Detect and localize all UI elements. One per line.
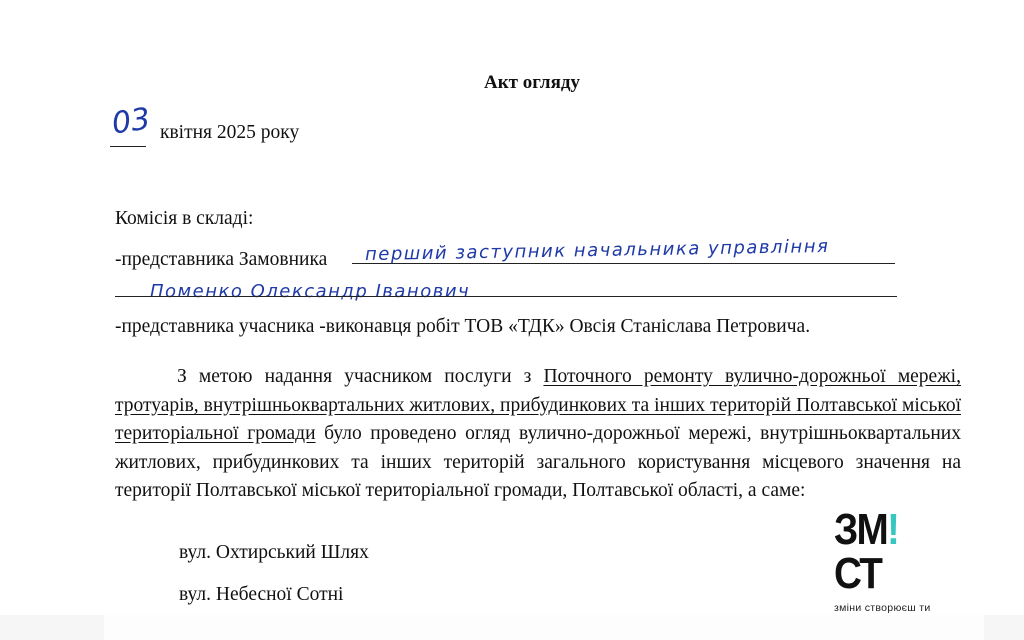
document-title: Акт огляду — [484, 72, 580, 93]
page-edge — [0, 615, 1024, 640]
service-name: Поточного ремонту вулично-дорожньої мережі, тротуарів, внутрішньоквартальних житлових, прибудинкових та інших територій Полтавської міської територіальної громади — [115, 366, 961, 444]
paragraph-intro: З метою надання учасником послуги з — [177, 366, 544, 387]
handwritten-customer-name: Поменко Олександр Іванович — [150, 281, 471, 302]
zmist-logo — [834, 505, 954, 614]
street-item: вул. Небесної Сотні — [179, 584, 344, 605]
contractor-line: -представника учасника -виконавця робіт ТОВ «ТДК» Овсія Станіслава Петровича. — [115, 316, 811, 337]
handwritten-day: 03 — [109, 101, 153, 142]
date-text: квітня 2025 року — [160, 122, 300, 143]
customer-label: -представника Замовника — [115, 249, 328, 270]
day-underline — [110, 146, 146, 147]
commission-heading: Комісія в складі: — [115, 208, 254, 229]
street-item: вул. Охтирський Шлях — [179, 542, 369, 563]
handwritten-customer-position: перший заступник начальника управління — [364, 235, 830, 266]
logo-wordmark: ЗМ!СТ — [834, 505, 899, 598]
paragraph-rest: було проведено огляд вулично-дорожньої мережі, внутрішньоквартальних житлових, прибудинкових та інших територій загального користування місцевого значення на території Полтавської міської територіальної громади, Полтавської області, а саме: — [115, 423, 961, 501]
customer-name-line — [115, 296, 897, 297]
logo-tagline: зміни створюєш ти — [834, 602, 931, 614]
page-sheet — [104, 615, 984, 640]
main-paragraph — [115, 363, 961, 506]
